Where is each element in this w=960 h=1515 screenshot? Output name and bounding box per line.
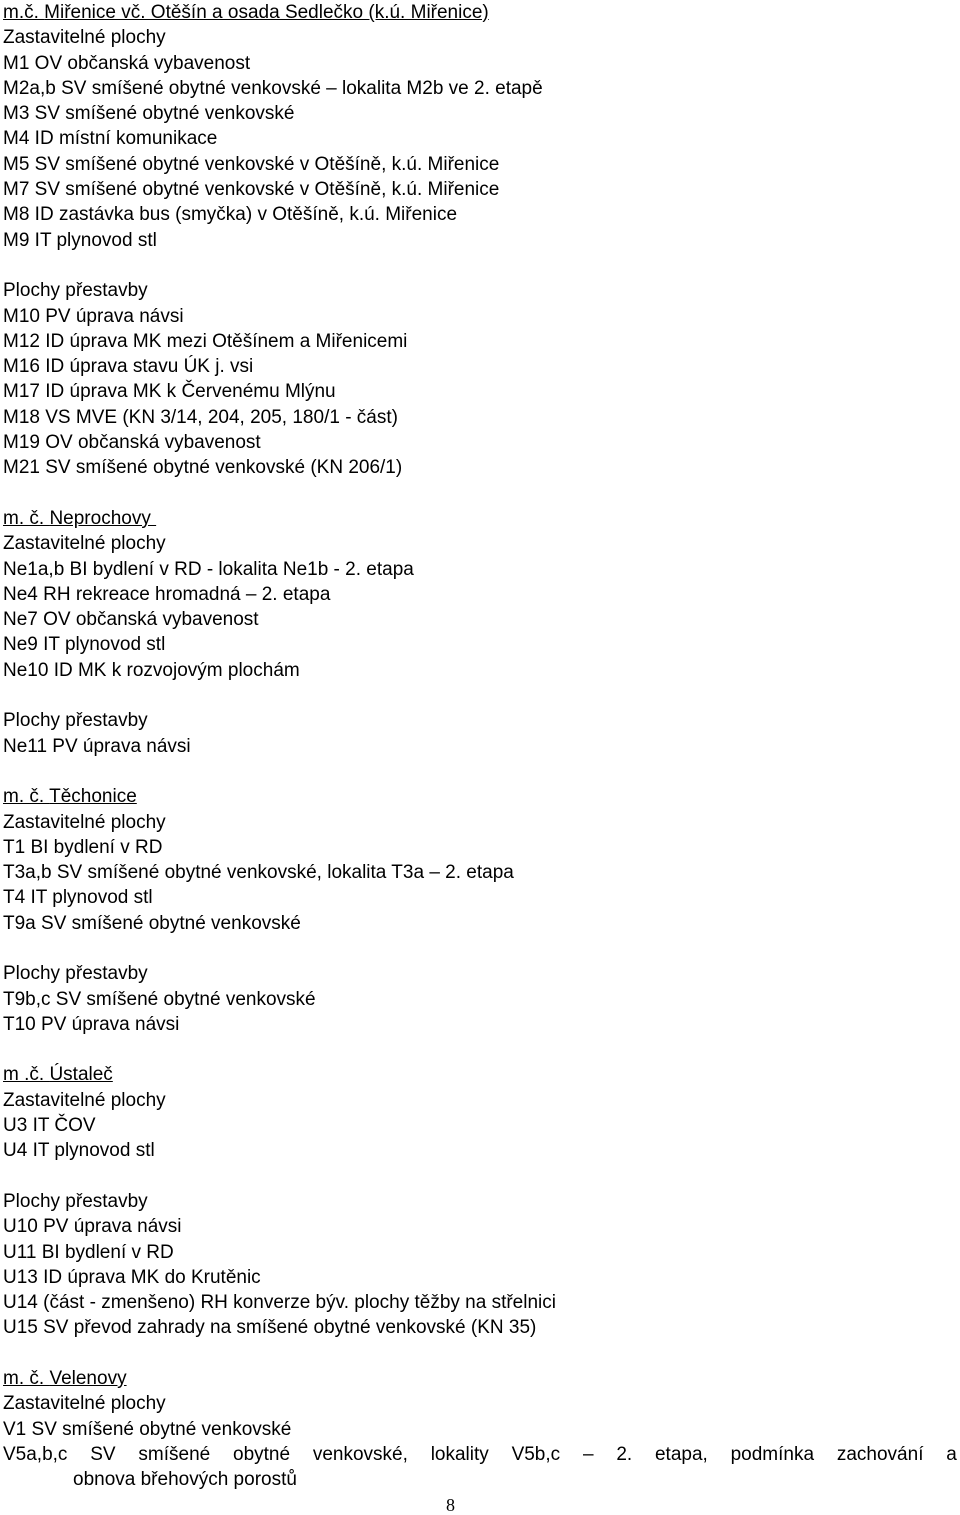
section-heading — [3, 1366, 957, 1391]
word: lokality — [430, 1443, 489, 1465]
heading-prefix: m. č. — [3, 507, 50, 529]
word: SV — [90, 1443, 116, 1465]
list-item: T9b,c SV smíšené obytné venkovské — [3, 988, 316, 1010]
zastavitelne-plochy-label: Zastavitelné plochy — [3, 811, 166, 833]
list-item: T1 BI bydlení v RD — [3, 836, 163, 858]
list-item: M7 SV smíšené obytné venkovské v Otěšíně, k.ú. Miřenice — [3, 179, 500, 201]
word: podmínka — [730, 1443, 815, 1465]
blank-line — [3, 1037, 957, 1062]
section-heading — [3, 506, 957, 531]
list-item: Ne11 PV úprava návsi — [3, 735, 191, 757]
heading-name: Těchonice — [49, 786, 137, 808]
word: etapa, — [654, 1443, 708, 1465]
heading-prefix: m .č. — [3, 1064, 50, 1086]
word: V5b,c — [511, 1443, 561, 1465]
list-item: Ne9 IT plynovod stl — [3, 634, 166, 656]
list-item: M10 PV úprava návsi — [3, 305, 184, 327]
plochy-prestavby-label: Plochy přestavby — [3, 963, 148, 985]
list-item: T9a SV smíšené obytné venkovské — [3, 912, 301, 934]
list-item: M16 ID úprava stavu ÚK j. vsi — [3, 356, 254, 378]
document-body — [3, 0, 957, 1493]
heading-prefix: m. č. — [3, 786, 50, 808]
list-item: M8 ID zastávka bus (smyčka) v Otěšíně, k.ú. Miřenice — [3, 204, 458, 226]
list-item: Ne1a,b BI bydlení v RD - lokalita Ne1b - 2. etapa — [3, 558, 414, 580]
heading-name: Neprochovy — [49, 507, 157, 529]
heading-name: Ústaleč — [49, 1064, 113, 1086]
zastavitelne-plochy-label: Zastavitelné plochy — [3, 1089, 166, 1111]
list-item: Ne7 OV občanská vybavenost — [3, 609, 259, 631]
list-item: M2a,b SV smíšené obytné venkovské – lokalita M2b ve 2. etapě — [3, 77, 543, 99]
page-number: 8 — [446, 1495, 455, 1515]
blank-line — [3, 481, 957, 506]
blank-line — [3, 1164, 957, 1189]
plochy-prestavby-label: Plochy přestavby — [3, 1190, 148, 1212]
plochy-prestavby-label: Plochy přestavby — [3, 710, 148, 732]
word: zachování — [836, 1443, 924, 1465]
plochy-prestavby-label: Plochy přestavby — [3, 280, 148, 302]
list-item: U10 PV úprava návsi — [3, 1216, 182, 1238]
list-item: M19 OV občanská vybavenost — [3, 432, 261, 454]
list-item: M9 IT plynovod stl — [3, 229, 157, 251]
blank-line — [3, 683, 957, 708]
list-item: U13 ID úprava MK do Krutěnic — [3, 1266, 261, 1288]
list-item: U3 IT ČOV — [3, 1115, 96, 1137]
section-heading — [3, 0, 957, 25]
justified-list-item — [3, 1442, 957, 1467]
blank-line — [3, 759, 957, 784]
zastavitelne-plochy-label: Zastavitelné plochy — [3, 27, 166, 49]
list-item: T4 IT plynovod stl — [3, 887, 153, 909]
word: obytné — [233, 1443, 291, 1465]
list-item: T10 PV úprava návsi — [3, 1013, 180, 1035]
section-heading — [3, 784, 957, 809]
list-item: M5 SV smíšené obytné venkovské v Otěšíně, k.ú. Miřenice — [3, 153, 500, 175]
list-item: M12 ID úprava MK mezi Otěšínem a Miřenicemi — [3, 330, 408, 352]
list-item: M18 VS MVE (KN 3/14, 204, 205, 180/1 - část) — [3, 406, 398, 428]
section-heading — [3, 1062, 957, 1087]
zastavitelne-plochy-label: Zastavitelné plochy — [3, 1393, 166, 1415]
word: V5a,b,c — [3, 1443, 68, 1465]
list-item: Ne4 RH rekreace hromadná – 2. etapa — [3, 583, 331, 605]
word: 2. — [616, 1443, 633, 1465]
list-item: M17 ID úprava MK k Červenému Mlýnu — [3, 381, 336, 403]
list-item: M4 ID místní komunikace — [3, 128, 218, 150]
list-item: U14 (část - zmenšeno) RH konverze býv. plochy těžby na střelnici — [3, 1292, 556, 1314]
list-item: M21 SV smíšené obytné venkovské (KN 206/1) — [3, 457, 403, 479]
word: smíšené — [138, 1443, 211, 1465]
blank-line — [3, 1341, 957, 1366]
word: venkovské, — [312, 1443, 408, 1465]
list-item-continuation: obnova břehových porostů — [73, 1469, 297, 1491]
heading-prefix: m.č. — [3, 2, 45, 23]
list-item: U4 IT plynovod stl — [3, 1140, 155, 1162]
blank-line — [3, 253, 957, 278]
heading-name: Miřenice vč. Otěšín a osada Sedlečko (k.ú. Miřenice) — [44, 2, 489, 23]
list-item: Ne10 ID MK k rozvojovým plochám — [3, 659, 300, 681]
list-item: U11 BI bydlení v RD — [3, 1241, 174, 1263]
list-item: V1 SV smíšené obytné venkovské — [3, 1418, 292, 1440]
blank-line — [3, 936, 957, 961]
zastavitelne-plochy-label: Zastavitelné plochy — [3, 533, 166, 555]
word: – — [582, 1443, 594, 1465]
list-item: M1 OV občanská vybavenost — [3, 52, 251, 74]
list-item: T3a,b SV smíšené obytné venkovské, lokalita T3a – 2. etapa — [3, 862, 514, 884]
heading-prefix: m. č. — [3, 1368, 50, 1390]
list-item: M3 SV smíšené obytné venkovské — [3, 103, 295, 125]
list-item: U15 SV převod zahrady na smíšené obytné venkovské (KN 35) — [3, 1317, 537, 1339]
heading-name: Velenovy — [49, 1368, 127, 1390]
word: a — [946, 1443, 957, 1465]
